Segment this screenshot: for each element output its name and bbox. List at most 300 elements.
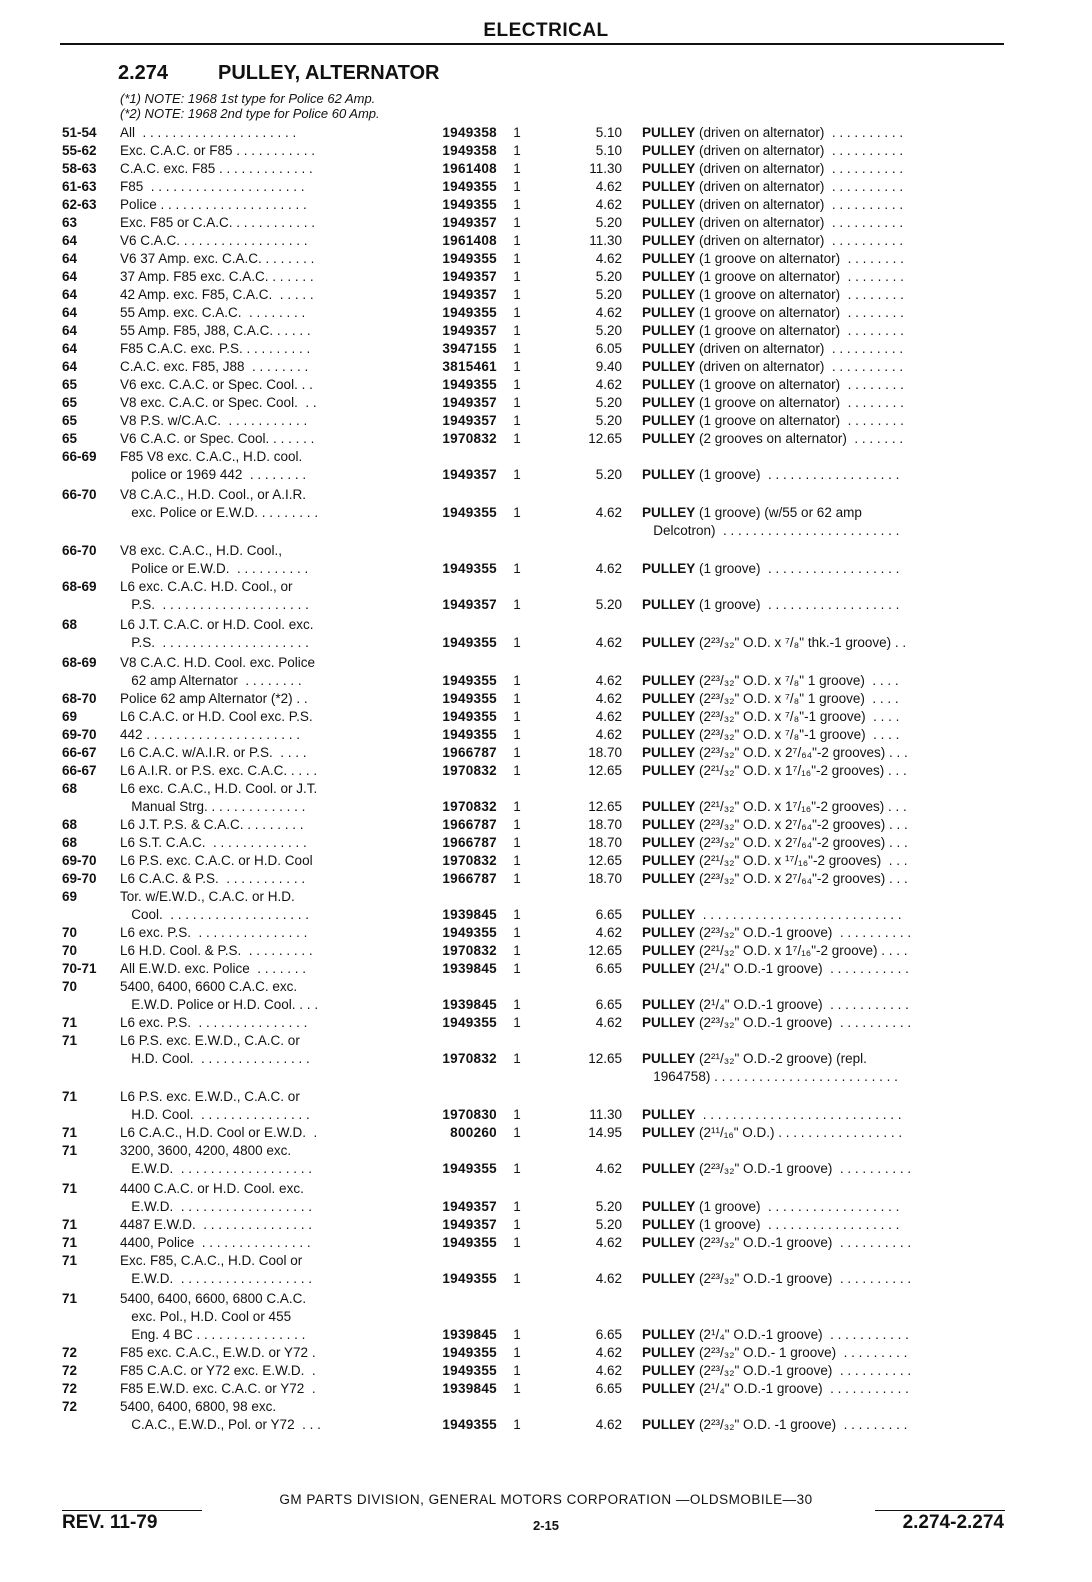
- year-cell: 71: [62, 1125, 78, 1140]
- part-number-cell: 1970832: [442, 431, 497, 446]
- application-cell: 4487 E.W.D. . . . . . . . . . . . . . . .: [120, 1217, 313, 1232]
- year-cell: 66-70: [62, 543, 97, 558]
- footer-rule-left: [62, 1510, 202, 1511]
- year-cell: 55-62: [62, 143, 97, 158]
- description-cell: PULLEY (1 groove on alternator) . . . . . . . .: [642, 395, 904, 410]
- price-cell: 12.65: [588, 431, 622, 446]
- part-number-cell: 1949355: [442, 673, 497, 688]
- quantity-cell: 1: [513, 377, 521, 392]
- description-cell: PULLEY (2²³/₃₂" O.D. x ⁷/₈"-1 groove) . . . .: [642, 709, 900, 724]
- quantity-cell: 1: [513, 413, 521, 428]
- part-number-cell: 1949355: [442, 505, 497, 520]
- application-cell: L6 C.A.C. or H.D. Cool exc. P.S.: [120, 709, 313, 724]
- description-cell: PULLEY (1 groove) (w/55 or 62 amp Delcotron) . . . . . . . . . . . . . . . . . . . . . . . .: [642, 505, 900, 538]
- year-cell: 71: [62, 1033, 78, 1048]
- revision-label: REV. 11-79: [62, 1512, 158, 1533]
- price-cell: 6.65: [595, 1381, 622, 1396]
- price-cell: 6.65: [595, 961, 622, 976]
- description-cell: PULLEY (2²³/₃₂" O.D. x ⁷/₈"-1 groove) . . . .: [642, 727, 900, 742]
- application-cell: L6 C.A.C., H.D. Cool or E.W.D. .: [120, 1125, 318, 1140]
- price-cell: 5.20: [595, 215, 622, 230]
- year-cell: 65: [62, 413, 78, 428]
- application-cell: L6 J.T. C.A.C. or H.D. Cool. exc. P.S. . . . . . . . . . . . . . . . . . . . .: [120, 617, 314, 650]
- description-cell: PULLEY (1 groove on alternator) . . . . . . . .: [642, 413, 904, 428]
- quantity-cell: 1: [513, 597, 521, 612]
- part-number-cell: 1949355: [442, 709, 497, 724]
- application-cell: 5400, 6400, 6600, 6800 C.A.C. exc. Pol., H.D. Cool or 455 Eng. 4 BC . . . . . . . . . . . . . . .: [120, 1291, 307, 1342]
- part-number-cell: 1949358: [442, 125, 497, 140]
- price-cell: 4.62: [595, 505, 622, 520]
- application-cell: V6 exc. C.A.C. or Spec. Cool. . .: [120, 377, 313, 392]
- quantity-cell: 1: [513, 341, 521, 356]
- page-header-title: ELECTRICAL: [483, 20, 609, 41]
- price-cell: 4.62: [595, 691, 622, 706]
- description-cell: PULLEY (1 groove on alternator) . . . . . . . .: [642, 269, 904, 284]
- part-number-cell: 1939845: [442, 997, 497, 1012]
- price-cell: 4.62: [595, 561, 622, 576]
- application-cell: L6 exc. C.A.C., H.D. Cool. or J.T. Manual Strg. . . . . . . . . . . . . .: [120, 781, 318, 814]
- part-number-cell: 1949355: [442, 691, 497, 706]
- year-cell: 51-54: [62, 125, 97, 140]
- description-cell: PULLEY (driven on alternator) . . . . . . . . . .: [642, 341, 904, 356]
- part-number-cell: 3947155: [442, 341, 497, 356]
- description-cell: PULLEY (1 groove) . . . . . . . . . . . . . . . . . .: [642, 1217, 900, 1232]
- year-cell: 66-67: [62, 763, 97, 778]
- part-number-cell: 1961408: [442, 233, 497, 248]
- price-cell: 5.20: [595, 413, 622, 428]
- quantity-cell: 1: [513, 287, 521, 302]
- quantity-cell: 1: [513, 1125, 521, 1140]
- application-cell: All . . . . . . . . . . . . . . . . . . . . .: [120, 125, 297, 140]
- quantity-cell: 1: [513, 505, 521, 520]
- price-cell: 4.62: [595, 925, 622, 940]
- quantity-cell: 1: [513, 997, 521, 1012]
- year-cell: 64: [62, 359, 78, 374]
- price-cell: 5.20: [595, 597, 622, 612]
- description-cell: PULLEY (1 groove on alternator) . . . . . . . .: [642, 287, 904, 302]
- quantity-cell: 1: [513, 323, 521, 338]
- price-cell: 4.62: [595, 305, 622, 320]
- description-cell: PULLEY (2¹¹/₁₆" O.D.) . . . . . . . . . . . . . . . . .: [642, 1125, 903, 1140]
- year-cell: 64: [62, 323, 78, 338]
- description-cell: PULLEY (2²³/₃₂" O.D.-1 groove) . . . . . . . . . .: [642, 1235, 912, 1250]
- quantity-cell: 1: [513, 943, 521, 958]
- quantity-cell: 1: [513, 925, 521, 940]
- application-cell: V6 37 Amp. exc. C.A.C. . . . . . . .: [120, 251, 315, 266]
- year-cell: 69: [62, 889, 78, 904]
- description-cell: PULLEY (2²³/₃₂" O.D.-1 groove) . . . . . . . . . .: [642, 1363, 912, 1378]
- part-number-cell: 1939845: [442, 961, 497, 976]
- application-cell: V8 exc. C.A.C. or Spec. Cool. . .: [120, 395, 317, 410]
- part-number-cell: 1966787: [442, 817, 497, 832]
- application-cell: L6 exc. C.A.C. H.D. Cool., or P.S. . . . . . . . . . . . . . . . . . . . .: [120, 579, 309, 612]
- footer-rule-right: [875, 1510, 1005, 1511]
- price-cell: 5.20: [595, 323, 622, 338]
- part-number-cell: 1970830: [442, 1107, 497, 1122]
- quantity-cell: 1: [513, 1051, 521, 1066]
- year-cell: 65: [62, 377, 78, 392]
- part-number-cell: 1949355: [442, 925, 497, 940]
- year-cell: 64: [62, 233, 78, 248]
- quantity-cell: 1: [513, 1363, 521, 1378]
- application-cell: L6 C.A.C. w/A.I.R. or P.S. . . . .: [120, 745, 307, 760]
- part-number-cell: 1949355: [442, 727, 497, 742]
- quantity-cell: 1: [513, 907, 521, 922]
- part-number-cell: 1970832: [442, 763, 497, 778]
- year-cell: 64: [62, 287, 78, 302]
- price-cell: 6.65: [595, 1327, 622, 1342]
- price-cell: 18.70: [588, 745, 622, 760]
- quantity-cell: 1: [513, 561, 521, 576]
- price-cell: 5.20: [595, 1199, 622, 1214]
- year-cell: 64: [62, 341, 78, 356]
- application-cell: V8 C.A.C., H.D. Cool., or A.I.R. exc. Police or E.W.D. . . . . . . . .: [120, 487, 319, 520]
- quantity-cell: 1: [513, 1327, 521, 1342]
- application-cell: V6 C.A.C. . . . . . . . . . . . . . . . . .: [120, 233, 308, 248]
- quantity-cell: 1: [513, 1235, 521, 1250]
- part-number-cell: 1949355: [442, 1161, 497, 1176]
- description-cell: PULLEY (driven on alternator) . . . . . . . . . .: [642, 215, 904, 230]
- quantity-cell: 1: [513, 215, 521, 230]
- price-cell: 12.65: [588, 1051, 622, 1066]
- year-cell: 64: [62, 269, 78, 284]
- year-cell: 72: [62, 1345, 78, 1360]
- price-cell: 12.65: [588, 763, 622, 778]
- price-cell: 4.62: [595, 179, 622, 194]
- price-cell: 6.65: [595, 907, 622, 922]
- quantity-cell: 1: [513, 179, 521, 194]
- description-cell: PULLEY (2¹/₄" O.D.-1 groove) . . . . . . . . . . .: [642, 1327, 909, 1342]
- year-cell: 63: [62, 215, 78, 230]
- description-cell: PULLEY (2²³/₃₂" O.D. x 2⁷/₆₄"-2 grooves) . . .: [642, 835, 908, 850]
- year-cell: 68: [62, 781, 78, 796]
- part-number-cell: 1949355: [442, 1417, 497, 1432]
- description-cell: PULLEY (2²³/₃₂" O.D. x 2⁷/₆₄"-2 grooves) . . .: [642, 871, 908, 886]
- application-cell: All E.W.D. exc. Police . . . . . . .: [120, 961, 307, 976]
- quantity-cell: 1: [513, 269, 521, 284]
- price-cell: 4.62: [595, 197, 622, 212]
- quantity-cell: 1: [513, 853, 521, 868]
- price-cell: 5.10: [595, 125, 622, 140]
- application-cell: L6 exc. P.S. . . . . . . . . . . . . . . .: [120, 925, 308, 940]
- year-cell: 64: [62, 251, 78, 266]
- year-cell: 64: [62, 305, 78, 320]
- application-cell: V8 P.S. w/C.A.C. . . . . . . . . . . .: [120, 413, 308, 428]
- section-heading: [118, 62, 439, 85]
- part-number-cell: 1970832: [442, 943, 497, 958]
- description-cell: PULLEY (1 groove) . . . . . . . . . . . . . . . . . .: [642, 561, 900, 576]
- quantity-cell: 1: [513, 635, 521, 650]
- footer-division: GM PARTS DIVISION, GENERAL MOTORS CORPORATION —OLDSMOBILE—30: [279, 1492, 813, 1507]
- quantity-cell: 1: [513, 125, 521, 140]
- application-cell: F85 . . . . . . . . . . . . . . . . . . . . .: [120, 179, 305, 194]
- description-cell: PULLEY (1 groove on alternator) . . . . . . . .: [642, 323, 904, 338]
- price-cell: 4.62: [595, 377, 622, 392]
- description-cell: PULLEY . . . . . . . . . . . . . . . . . . . . . . . . . . .: [642, 907, 902, 922]
- description-cell: PULLEY (1 groove) . . . . . . . . . . . . . . . . . .: [642, 467, 900, 482]
- part-number-cell: 1939845: [442, 1327, 497, 1342]
- description-cell: PULLEY (driven on alternator) . . . . . . . . . .: [642, 143, 904, 158]
- part-number-cell: 1949357: [442, 1217, 497, 1232]
- part-number-cell: 1949355: [442, 1345, 497, 1360]
- quantity-cell: 1: [513, 835, 521, 850]
- quantity-cell: 1: [513, 467, 521, 482]
- part-number-cell: 1949357: [442, 467, 497, 482]
- description-cell: PULLEY (driven on alternator) . . . . . . . . . .: [642, 233, 904, 248]
- application-cell: Police 62 amp Alternator (*2) . .: [120, 691, 308, 706]
- quantity-cell: 1: [513, 727, 521, 742]
- price-cell: 11.30: [589, 1107, 622, 1122]
- description-cell: PULLEY (2²³/₃₂" O.D.-1 groove) . . . . . . . . . .: [642, 1161, 912, 1176]
- description-cell: PULLEY (2²³/₃₂" O.D.-1 groove) . . . . . . . . . .: [642, 1271, 912, 1286]
- application-cell: 4400 C.A.C. or H.D. Cool. exc. E.W.D. . . . . . . . . . . . . . . . . . .: [120, 1181, 313, 1214]
- application-cell: F85 C.A.C. exc. P.S. . . . . . . . . .: [120, 341, 311, 356]
- description-cell: PULLEY (driven on alternator) . . . . . . . . . .: [642, 197, 904, 212]
- quantity-cell: 1: [513, 143, 521, 158]
- application-cell: Tor. w/E.W.D., C.A.C. or H.D. Cool. . . . . . . . . . . . . . . . . . . .: [120, 889, 310, 922]
- year-cell: 62-63: [62, 197, 97, 212]
- price-cell: 4.62: [595, 1345, 622, 1360]
- page-number: 2-15: [532, 1518, 560, 1533]
- application-cell: 442 . . . . . . . . . . . . . . . . . . . . .: [120, 727, 301, 742]
- price-cell: 4.62: [595, 1363, 622, 1378]
- application-cell: 4400, Police . . . . . . . . . . . . . . .: [120, 1235, 311, 1250]
- part-number-cell: 1949355: [442, 305, 497, 320]
- year-cell: 69-70: [62, 871, 97, 886]
- application-cell: Exc. F85, C.A.C., H.D. Cool or E.W.D. . . . . . . . . . . . . . . . . . .: [120, 1253, 313, 1286]
- part-number-cell: 1949357: [442, 287, 497, 302]
- year-cell: 71: [62, 1089, 78, 1104]
- quantity-cell: 1: [513, 799, 521, 814]
- year-cell: 71: [62, 1253, 78, 1268]
- year-cell: 70: [62, 925, 78, 940]
- year-cell: 68-69: [62, 655, 97, 670]
- note-1: (*1) NOTE: 1968 1st type for Police 62 Amp.: [120, 91, 376, 106]
- application-cell: Exc. C.A.C. or F85 . . . . . . . . . . .: [120, 143, 316, 158]
- quantity-cell: 1: [513, 305, 521, 320]
- section-number: 2.274: [118, 62, 169, 84]
- application-cell: L6 J.T. P.S. & C.A.C. . . . . . . . .: [120, 817, 304, 832]
- year-cell: 71: [62, 1235, 78, 1250]
- section-title: PULLEY, ALTERNATOR: [218, 62, 440, 84]
- price-cell: 9.40: [595, 359, 622, 374]
- description-cell: PULLEY (1 groove on alternator) . . . . . . . .: [642, 305, 904, 320]
- price-cell: 5.20: [595, 467, 622, 482]
- part-number-cell: 1949355: [442, 635, 497, 650]
- application-cell: C.A.C. exc. F85 . . . . . . . . . . . . .: [120, 161, 313, 176]
- price-cell: 4.62: [595, 727, 622, 742]
- price-cell: 4.62: [595, 1015, 622, 1030]
- description-cell: PULLEY (2²¹/₃₂" O.D.-2 groove) (repl. 1964758) . . . . . . . . . . . . . . . . . . . . . . . . .: [642, 1051, 898, 1084]
- quantity-cell: 1: [513, 961, 521, 976]
- price-cell: 4.62: [595, 1161, 622, 1176]
- part-number-cell: 1949355: [442, 377, 497, 392]
- price-cell: 4.62: [595, 1417, 622, 1432]
- price-cell: 5.20: [595, 1217, 622, 1232]
- quantity-cell: 1: [513, 359, 521, 374]
- quantity-cell: 1: [513, 763, 521, 778]
- quantity-cell: 1: [513, 1417, 521, 1432]
- quantity-cell: 1: [513, 1161, 521, 1176]
- price-cell: 18.70: [588, 817, 622, 832]
- year-cell: 68-69: [62, 579, 97, 594]
- description-cell: PULLEY (2²¹/₃₂" O.D. x 1⁷/₁₆"-2 grooves) . . .: [642, 799, 907, 814]
- quantity-cell: 1: [513, 673, 521, 688]
- application-cell: 5400, 6400, 6800, 98 exc. C.A.C., E.W.D., Pol. or Y72 . . .: [120, 1399, 321, 1432]
- year-cell: 68: [62, 817, 78, 832]
- year-cell: 58-63: [62, 161, 97, 176]
- year-cell: 66-67: [62, 745, 97, 760]
- part-number-cell: 1949355: [442, 1015, 497, 1030]
- part-number-cell: 1970832: [442, 1051, 497, 1066]
- quantity-cell: 1: [513, 709, 521, 724]
- section-notes: [120, 91, 380, 121]
- application-cell: L6 P.S. exc. E.W.D., C.A.C. or H.D. Cool. . . . . . . . . . . . . . . .: [120, 1033, 310, 1066]
- description-cell: PULLEY (2²³/₃₂" O.D.-1 groove) . . . . . . . . . .: [642, 1015, 912, 1030]
- part-number-cell: 1949355: [442, 179, 497, 194]
- part-number-cell: 3815461: [442, 359, 497, 374]
- part-number-cell: 1939845: [442, 907, 497, 922]
- quantity-cell: 1: [513, 1107, 521, 1122]
- description-cell: PULLEY (2¹/₄" O.D.-1 groove) . . . . . . . . . . .: [642, 961, 909, 976]
- part-number-cell: 1949355: [442, 251, 497, 266]
- application-cell: V8 exc. C.A.C., H.D. Cool., Police or E.W.D. . . . . . . . . . .: [120, 543, 309, 576]
- price-cell: 14.95: [588, 1125, 622, 1140]
- description-cell: PULLEY (2²³/₃₂" O.D. x 2⁷/₆₄"-2 grooves) . . .: [642, 745, 908, 760]
- price-cell: 5.20: [595, 395, 622, 410]
- year-cell: 71: [62, 1291, 78, 1306]
- price-cell: 12.65: [588, 853, 622, 868]
- application-cell: 55 Amp. F85, J88, C.A.C. . . . . .: [120, 323, 311, 338]
- part-number-cell: 1966787: [442, 745, 497, 760]
- description-cell: PULLEY (2¹/₄" O.D.-1 groove) . . . . . . . . . . .: [642, 997, 909, 1012]
- part-number-cell: 1949357: [442, 323, 497, 338]
- part-number-cell: 1949357: [442, 395, 497, 410]
- application-cell: L6 P.S. exc. C.A.C. or H.D. Cool: [120, 853, 313, 868]
- quantity-cell: 1: [513, 395, 521, 410]
- section-reference: 2.274-2.274: [902, 1512, 1004, 1533]
- year-cell: 68: [62, 617, 78, 632]
- part-number-cell: 1970832: [442, 853, 497, 868]
- year-cell: 61-63: [62, 179, 97, 194]
- description-cell: PULLEY (2²³/₃₂" O.D. x ⁷/₈" 1 groove) . . . .: [642, 691, 899, 706]
- part-number-cell: 1949357: [442, 1199, 497, 1214]
- application-cell: V8 C.A.C. H.D. Cool. exc. Police 62 amp Alternator . . . . . . . .: [120, 655, 316, 688]
- application-cell: Police . . . . . . . . . . . . . . . . . . . .: [120, 197, 307, 212]
- price-cell: 18.70: [588, 871, 622, 886]
- part-number-cell: 1949355: [442, 561, 497, 576]
- application-cell: 37 Amp. F85 exc. C.A.C. . . . . . .: [120, 269, 314, 284]
- price-cell: 4.62: [595, 709, 622, 724]
- part-number-cell: 1939845: [442, 1381, 497, 1396]
- part-number-cell: 1970832: [442, 799, 497, 814]
- quantity-cell: 1: [513, 233, 521, 248]
- part-number-cell: 1961408: [442, 161, 497, 176]
- part-number-cell: 1966787: [442, 871, 497, 886]
- year-cell: 72: [62, 1363, 78, 1378]
- description-cell: PULLEY (2²³/₃₂" O.D.- 1 groove) . . . . . . . . .: [642, 1345, 908, 1360]
- part-number-cell: 1949357: [442, 597, 497, 612]
- year-cell: 66-69: [62, 449, 97, 464]
- application-cell: C.A.C. exc. F85, J88 . . . . . . . .: [120, 359, 309, 374]
- application-cell: L6 P.S. exc. E.W.D., C.A.C. or H.D. Cool. . . . . . . . . . . . . . . .: [120, 1089, 310, 1122]
- part-number-cell: 1966787: [442, 835, 497, 850]
- year-cell: 70: [62, 943, 78, 958]
- description-cell: PULLEY (driven on alternator) . . . . . . . . . .: [642, 359, 904, 374]
- application-cell: L6 exc. P.S. . . . . . . . . . . . . . . .: [120, 1015, 308, 1030]
- application-cell: L6 C.A.C. & P.S. . . . . . . . . . . .: [120, 871, 306, 886]
- part-number-cell: 1949355: [442, 197, 497, 212]
- price-cell: 11.30: [589, 233, 622, 248]
- year-cell: 69: [62, 709, 78, 724]
- application-cell: V6 C.A.C. or Spec. Cool. . . . . . .: [120, 431, 315, 446]
- price-cell: 4.62: [595, 251, 622, 266]
- year-cell: 65: [62, 395, 78, 410]
- price-cell: 5.20: [595, 287, 622, 302]
- note-2: (*2) NOTE: 1968 2nd type for Police 60 Amp.: [120, 106, 380, 121]
- application-cell: F85 exc. C.A.C., E.W.D. or Y72 .: [120, 1345, 316, 1360]
- description-cell: PULLEY (2²³/₃₂" O.D. x ⁷/₈" 1 groove) . . . .: [642, 673, 899, 688]
- year-cell: 71: [62, 1143, 78, 1158]
- price-cell: 12.65: [588, 799, 622, 814]
- quantity-cell: 1: [513, 1217, 521, 1232]
- price-cell: 6.65: [595, 997, 622, 1012]
- application-cell: 42 Amp. exc. F85, C.A.C. . . . . .: [120, 287, 314, 302]
- description-cell: PULLEY (1 groove on alternator) . . . . . . . .: [642, 377, 904, 392]
- description-cell: PULLEY (2 grooves on alternator) . . . . . . .: [642, 431, 904, 446]
- part-number-cell: 800260: [450, 1125, 497, 1140]
- year-cell: 68-70: [62, 691, 97, 706]
- description-cell: PULLEY (2¹/₄" O.D.-1 groove) . . . . . . . . . . .: [642, 1381, 909, 1396]
- price-cell: 4.62: [595, 1271, 622, 1286]
- quantity-cell: 1: [513, 1271, 521, 1286]
- year-cell: 68: [62, 835, 78, 850]
- part-number-cell: 1949357: [442, 269, 497, 284]
- description-cell: PULLEY (driven on alternator) . . . . . . . . . .: [642, 179, 904, 194]
- description-cell: PULLEY (2²¹/₃₂" O.D. x 1⁷/₁₆"-2 grooves) . . .: [642, 763, 907, 778]
- price-cell: 4.62: [595, 673, 622, 688]
- part-number-cell: 1949357: [442, 413, 497, 428]
- price-cell: 4.62: [595, 1235, 622, 1250]
- part-number-cell: 1949357: [442, 215, 497, 230]
- year-cell: 70: [62, 979, 78, 994]
- part-number-cell: 1949358: [442, 143, 497, 158]
- quantity-cell: 1: [513, 161, 521, 176]
- year-cell: 72: [62, 1381, 78, 1396]
- application-cell: 3200, 3600, 4200, 4800 exc. E.W.D. . . . . . . . . . . . . . . . . . .: [120, 1143, 313, 1176]
- quantity-cell: 1: [513, 745, 521, 760]
- year-cell: 71: [62, 1181, 78, 1196]
- description-cell: PULLEY (1 groove) . . . . . . . . . . . . . . . . . .: [642, 1199, 900, 1214]
- application-cell: 5400, 6400, 6600 C.A.C. exc. E.W.D. Police or H.D. Cool. . . .: [120, 979, 319, 1012]
- quantity-cell: 1: [513, 197, 521, 212]
- price-cell: 5.20: [595, 269, 622, 284]
- application-cell: 55 Amp. exc. C.A.C. . . . . . . . .: [120, 305, 306, 320]
- description-cell: PULLEY (driven on alternator) . . . . . . . . . .: [642, 125, 904, 140]
- year-cell: 72: [62, 1399, 78, 1414]
- application-cell: F85 C.A.C. or Y72 exc. E.W.D. .: [120, 1363, 316, 1378]
- price-cell: 5.10: [595, 143, 622, 158]
- application-cell: Exc. F85 or C.A.C. . . . . . . . . . . .: [120, 215, 316, 230]
- year-cell: 69-70: [62, 727, 97, 742]
- quantity-cell: 1: [513, 431, 521, 446]
- quantity-cell: 1: [513, 251, 521, 266]
- description-cell: PULLEY (2²³/₃₂" O.D. -1 groove) . . . . . . . . .: [642, 1417, 908, 1432]
- application-cell: L6 S.T. C.A.C. . . . . . . . . . . . . .: [120, 835, 307, 850]
- price-cell: 4.62: [595, 635, 622, 650]
- header-rule: [60, 43, 1004, 45]
- description-cell: PULLEY (driven on alternator) . . . . . . . . . .: [642, 161, 904, 176]
